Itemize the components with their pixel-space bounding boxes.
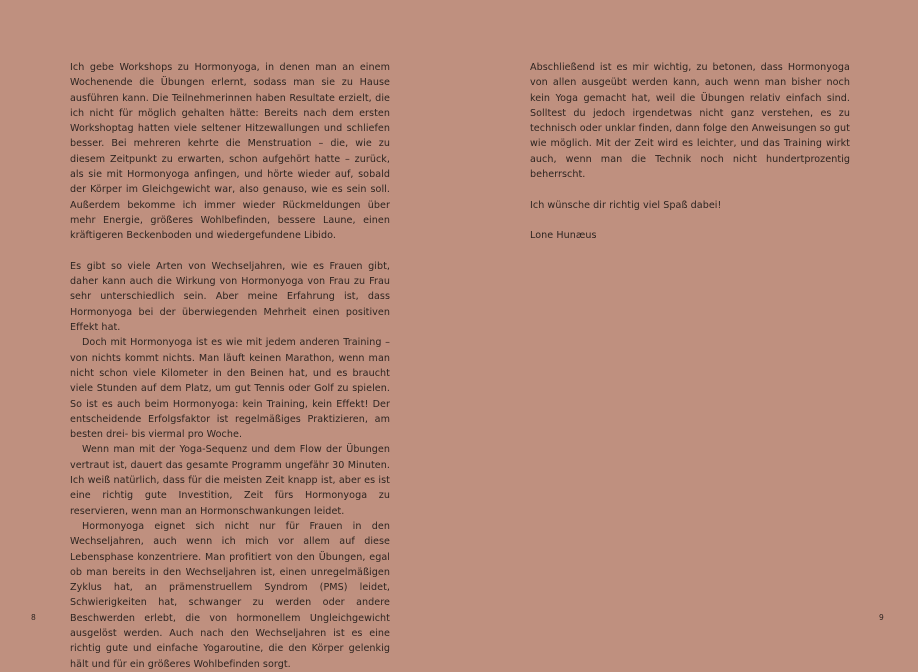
- left-text-column: [70, 60, 390, 672]
- right-page: [459, 0, 918, 648]
- paragraph-wunsch: Ich wünsche dir richtig viel Spaß dabei!: [530, 199, 722, 211]
- author-signature: Lone Hunæus: [530, 230, 597, 242]
- left-page: [0, 0, 459, 670]
- paragraph-workshops: Ich gebe Workshops zu Hormonyoga, in denen man an einem Wochenende die Übungen erlernt, sodass man sie zu Hause ausführen kann. Die Teilnehmerinnen haben Resultate erzielt, die ich nicht für möglich gehalten hätte: Bereits nach dem ersten Workshoptag hatten viele seltener Hitzewallungen und schliefen besser. Bei mehreren kehrte die Menstruation – die, wie zu diesem Zeitpunkt zu erwarten, schon aufgehört hatte – zurück, als sie mit Hormonyoga anfingen, und hörte wieder auf, sobald der Körper im Gleichgewicht war, also genauso, wie es sein soll. Außerdem bekomme ich immer wieder Rückmeldungen über mehr Energie, größeres Wohlbefinden, bessere Laune, einen kräftigeren Beckenboden und wiedergefundene Libido.: [70, 62, 390, 242]
- paragraph-zielgruppe: Hormonyoga eignet sich nicht nur für Frauen in den Wechseljahren, auch wenn ich mich vor allem auf diese Lebensphase konzentriere. Man profitiert von den Übungen, egal ob man bereits in den Wechseljahren ist, einen unregelmäßigen Zyklus hat, an prämenstruellem Syndrom (PMS) leidet, Schwierigkeiten hat, schwanger zu werden oder andere Beschwerden erlebt, die von hormonellem Ungleichgewicht ausgelöst werden. Auch nach den Wechseljahren ist es eine richtig gute und einfache Yogaroutine, die den Körper gelenkig hält und für ein größeres Wohlbefinden sorgt.: [70, 520, 390, 670]
- paragraph-training: Doch mit Hormonyoga ist es wie mit jedem anderen Training – von nichts kommt nichts. Man läuft keinen Marathon, wenn man nicht schon viele Kilometer in den Beinen hat, und es braucht viele Stunden auf dem Platz, um gut Tennis oder Golf zu spielen. So ist es auch beim Hormonyoga: kein Training, kein Effekt! Der entscheidende Erfolgsfaktor ist regelmäßiges Praktizieren, am besten drei- bis viermal pro Woche.: [70, 337, 390, 441]
- right-text-column: [530, 60, 850, 244]
- page-number-left: 8: [31, 613, 36, 622]
- page-number-right: 9: [879, 613, 884, 622]
- paragraph-programmdauer: Wenn man mit der Yoga-Sequenz und dem Flow der Übungen vertraut ist, dauert das gesamte Programm ungefähr 30 Minuten. Ich weiß natürlich, dass für die meisten Zeit knapp ist, aber es ist eine richtig gute Investition, Zeit fürs Hormonyoga zu reservieren, wenn man an Hormonschwankungen leidet.: [70, 444, 390, 517]
- paragraph-arten-wechseljahre: Es gibt so viele Arten von Wechseljahren, wie es Frauen gibt, daher kann auch die Wirkung von Hormonyoga von Frau zu Frau sehr unterschiedlich sein. Aber meine Erfahrung ist, dass Hormonyoga bei der überwiegenden Mehrheit einen positiven Effekt hat.: [70, 260, 390, 334]
- paragraph-abschliessend: Abschließend ist es mir wichtig, zu betonen, dass Hormonyoga von allen ausgeübt werden kann, auch wenn man bisher noch kein Yoga gemacht hat, weil die Übungen relativ einfach sind. Solltest du jedoch irgendetwas nicht ganz verstehen, es zu technisch oder unklar finden, dann folge den Anweisungen so gut wie möglich. Mit der Zeit wird es leichter, und das Training wirkt auch, wenn man die Technik noch nicht hundertprozentig beherrscht.: [530, 62, 850, 181]
